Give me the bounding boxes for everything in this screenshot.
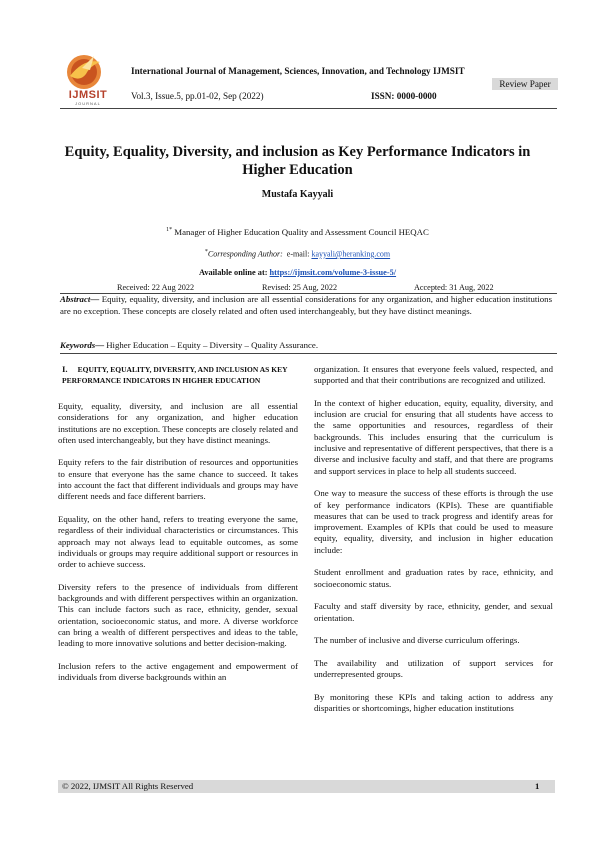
right-paragraph-6: The number of inclusive and diverse curriculum offerings. <box>314 635 520 646</box>
right-paragraph-7: The availability and utilization of support services for underrepresented groups. <box>314 657 553 680</box>
author-name: Mustafa Kayyali <box>261 189 334 200</box>
keywords-dash: — <box>95 340 107 350</box>
abstract <box>60 294 552 317</box>
paper-type-badge: Review Paper <box>492 78 558 90</box>
affiliation-text: Manager of Higher Education Quality and Assessment Council HEQAC <box>172 227 429 237</box>
logo-wordmark: IJMSIT <box>68 89 108 101</box>
online-url-link[interactable]: https://ijmsit.com/volume-3-issue-5/ <box>269 268 397 277</box>
left-paragraph-1: Equity, equality, diversity, and inclusion are all essential considerations for any organization, and higher education institutions are no exception. These concepts are closely related and often used interchangeably, but they have distinct meanings. <box>58 401 298 445</box>
right-column <box>314 364 553 726</box>
right-paragraph-3: One way to measure the success of these efforts is through the use of key performance indicators (KPIs). These are quantifiable measures that can be used to track progress and identify areas for improvement. Examples of KPIs that could be used to measure equity, equality, diversity, and inclusion in higher education include: <box>314 488 553 555</box>
affiliation <box>60 227 535 237</box>
corresponding-marker: * <box>204 249 208 255</box>
right-paragraph-4: Student enrollment and graduation rates by race, ethnicity, and socioeconomic status. <box>314 567 553 589</box>
keywords-label: Keywords <box>60 340 96 350</box>
left-paragraph-3: Equality, on the other hand, refers to treating everyone the same, regardless of their individual characteristics or circumstances. This approach may not always lead to equitable outcomes, as some individuals or groups may require additional support or resources in order to achieve success. <box>58 513 298 570</box>
right-paragraph-5: Faculty and staff diversity by race, ethnicity, gender, and sexual orientation. <box>314 601 553 623</box>
email-link[interactable]: kayyali@heranking.com <box>311 249 391 259</box>
section-number: I. <box>62 364 68 374</box>
section-heading <box>58 364 298 386</box>
email-label: e-mail: <box>282 249 312 259</box>
section-title: EQUITY, EQUALITY, DIVERSITY, AND INCLUSION AS KEY PERFORMANCE INDICATORS IN HIGHER EDUCATION <box>62 365 288 385</box>
left-column <box>58 364 298 695</box>
revised-date: Revised: 25 Aug, 2022 <box>262 283 338 292</box>
right-paragraph-2: In the context of higher education, equity, equality, diversity, and inclusion are crucial for ensuring that all students have access to the same opportunities and resources, regardless of their backgrounds. This includes ensuring that the curriculum is inclusive and representative of different perspectives, that there is a diverse and inclusive faculty and staff, and that there are programs and support services in place to help all students succeed. <box>314 397 553 476</box>
volume-info: Vol.3, Issue.5, pp.01-02, Sep (2022) <box>131 91 264 101</box>
paper-title: Equity, Equality, Diversity, and inclusion as Key Performance Indicators in Higher Education <box>64 144 531 178</box>
footer-copyright: © 2022, IJMSIT All Rights Reserved <box>62 781 194 791</box>
affiliation-marker: 1* <box>166 227 173 234</box>
left-paragraph-4: Diversity refers to the presence of individuals from different backgrounds and with different perspectives within an organization. This can include factors such as race, ethnicity, gender, sexual orientation, socioeconomic status, and more. A diverse workforce can bring a wealth of different perspectives and ideas to the table, leading to more innovative solutions and better decision-making. <box>58 581 298 649</box>
corresponding-label: Corresponding Author: <box>207 249 283 259</box>
online-label: Available online at: <box>198 268 270 277</box>
abstract-dash: — <box>90 294 102 304</box>
online-availability <box>60 268 535 277</box>
corresponding-author <box>60 249 535 259</box>
abstract-label: Abstract <box>60 294 91 304</box>
header-divider <box>60 108 557 109</box>
received-date: Received: 22 Aug 2022 <box>117 283 195 292</box>
keywords-text: Higher Education – Equity – Diversity – Quality Assurance. <box>106 340 319 350</box>
abstract-text: Equity, equality, diversity, and inclusion are all essential considerations for any organization, and higher education institutions are no exception. These concepts are closely related and often used interchangeably, but they have distinct meanings. <box>60 294 553 316</box>
right-paragraph-1: organization. It ensures that everyone feels valued, respected, and supported and that their contributions are recognized and utilized. <box>314 364 553 386</box>
issn: ISSN: 0000-0000 <box>371 91 437 101</box>
right-paragraph-8: By monitoring these KPIs and taking action to address any disparities or shortcomings, higher education institutions <box>314 691 553 713</box>
left-paragraph-5: Inclusion refers to the active engagement and empowerment of individuals from diverse backgrounds within an <box>58 660 298 683</box>
keywords <box>60 340 552 350</box>
left-paragraph-2: Equity refers to the fair distribution of resources and opportunities to ensure that everyone has the same chance to succeed. It takes into account the fact that different individuals and groups may have different needs and face different barriers. <box>58 457 298 502</box>
logo-subtext: JOURNAL <box>75 101 101 106</box>
accepted-date: Accepted: 31 Aug, 2022 <box>414 283 494 292</box>
keywords-divider <box>60 353 557 354</box>
page-number: 1 <box>535 781 540 791</box>
journal-name: International Journal of Management, Sciences, Innovation, and Technology IJMSIT <box>131 66 465 76</box>
